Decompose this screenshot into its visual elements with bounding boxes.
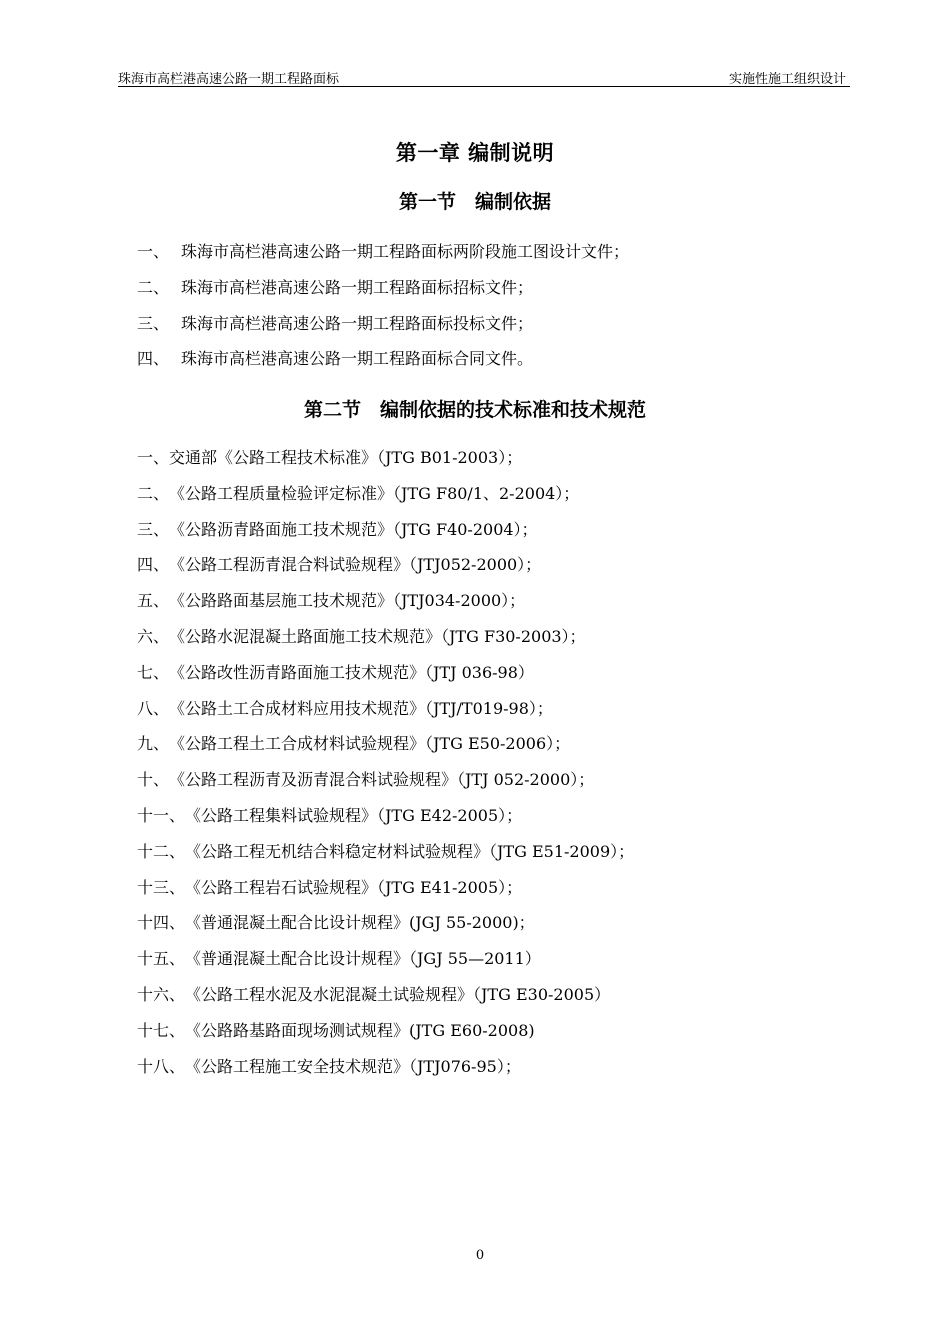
list-item [137,1019,634,1055]
item-number: 四、 [137,555,170,575]
item-number: 七、 [137,662,170,682]
list-item [137,804,634,840]
header-project-title: 珠海市高栏港高速公路一期工程路面标 [118,72,340,87]
standards-list [137,446,634,1090]
list-item [137,768,634,804]
item-number: 四、 [137,349,170,369]
list-item [137,276,629,312]
list-item [137,1055,634,1091]
page-header [118,68,850,87]
list-item [137,312,629,348]
item-number: 十八、 [137,1056,186,1076]
item-number: 一、 [137,448,170,467]
item-text: 珠海市高栏港高速公路一期工程路面标合同文件。 [181,349,534,369]
item-text: 珠海市高栏港高速公路一期工程路面标两阶段施工图设计文件； [181,242,630,261]
item-number: 十七、 [137,1020,186,1040]
item-number: 十六、 [137,984,186,1004]
item-number: 三、 [137,519,170,539]
item-text: 《公路工程土工合成材料试验规程》（JTG E50-2006）； [169,734,571,754]
list-item [137,661,634,697]
item-text: 《公路沥青路面施工技术规范》（JTG F40-2004）； [169,519,538,539]
item-text: 《公路工程水泥及水泥混凝土试验规程》（JTG E30-2005） [185,984,611,1004]
list-item [137,947,634,983]
list-item [137,518,634,554]
item-text: 《公路土工合成材料应用技术规范》（JTJ/T019-98）； [169,698,553,718]
item-text: 《普通混凝土配合比设计规程》(JGJ 55-2000)； [185,913,535,933]
item-number: 十、 [137,770,170,790]
item-text: 《公路路基路面现场测试规程》(JTG E60-2008) [185,1020,535,1040]
item-number: 二、 [137,483,170,503]
list-item [137,589,634,625]
item-number: 十一、 [137,805,186,825]
item-text: 《公路改性沥青路面施工技术规范》（JTJ 036-98） [169,662,534,682]
header-document-type: 实施性施工组织设计 [728,72,846,87]
item-number: 十五、 [137,949,186,969]
list-item [137,240,629,276]
item-text: 《公路工程沥青及沥青混合料试验规程》（JTJ 052-2000）； [169,770,595,790]
item-text: 《公路工程无机结合料稳定材料试验规程》（JTG E51-2009）； [185,841,635,861]
item-text: 《公路工程施工安全技术规范》（JTJ076-95）； [185,1056,521,1076]
list-item [137,482,634,518]
list-item [137,697,634,733]
list-item [137,911,634,947]
section-title-standards: 第二节 编制依据的技术标准和技术规范 [303,399,646,421]
item-text: 交通部《公路工程技术标准》（JTG B01-2003）； [169,448,523,467]
page-number: 0 [475,1248,485,1263]
item-text: 《公路工程沥青混合料试验规程》（JTJ052-2000）； [169,555,542,575]
item-number: 十三、 [137,877,186,897]
item-number: 十二、 [137,841,186,861]
list-item [137,553,634,589]
item-number: 一、 [137,242,170,261]
item-number: 九、 [137,734,170,754]
list-item [137,983,634,1019]
item-text: 珠海市高栏港高速公路一期工程路面标投标文件； [181,313,534,333]
item-text: 《公路工程质量检验评定标准》（JTG F80/1、2-2004）； [169,483,580,503]
list-item [137,446,634,482]
item-text: 《公路水泥混凝土路面施工技术规范》（JTG F30-2003）； [169,626,586,646]
item-number: 六、 [137,626,170,646]
chapter-title: 第一章 编制说明 [395,140,555,165]
item-text: 《公路工程集料试验规程》（JTG E42-2005）； [185,805,523,825]
item-text: 珠海市高栏港高速公路一期工程路面标招标文件； [181,277,534,297]
item-number: 八、 [137,698,170,718]
item-number: 五、 [137,591,170,611]
list-item [137,876,634,912]
item-text: 《公路工程岩石试验规程》（JTG E41-2005）； [185,877,523,897]
list-item [137,625,634,661]
item-text: 《普通混凝土配合比设计规程》（JGJ 55—2011） [185,949,541,969]
list-item [137,840,634,876]
item-number: 三、 [137,313,170,333]
list-item [137,732,634,768]
item-number: 十四、 [137,913,186,933]
section-title-basis: 第一节 编制依据 [398,191,551,213]
item-text: 《公路路面基层施工技术规范》（JTJ034-2000）； [169,591,526,611]
basis-list [137,240,629,383]
item-number: 二、 [137,277,170,297]
list-item [137,347,629,383]
